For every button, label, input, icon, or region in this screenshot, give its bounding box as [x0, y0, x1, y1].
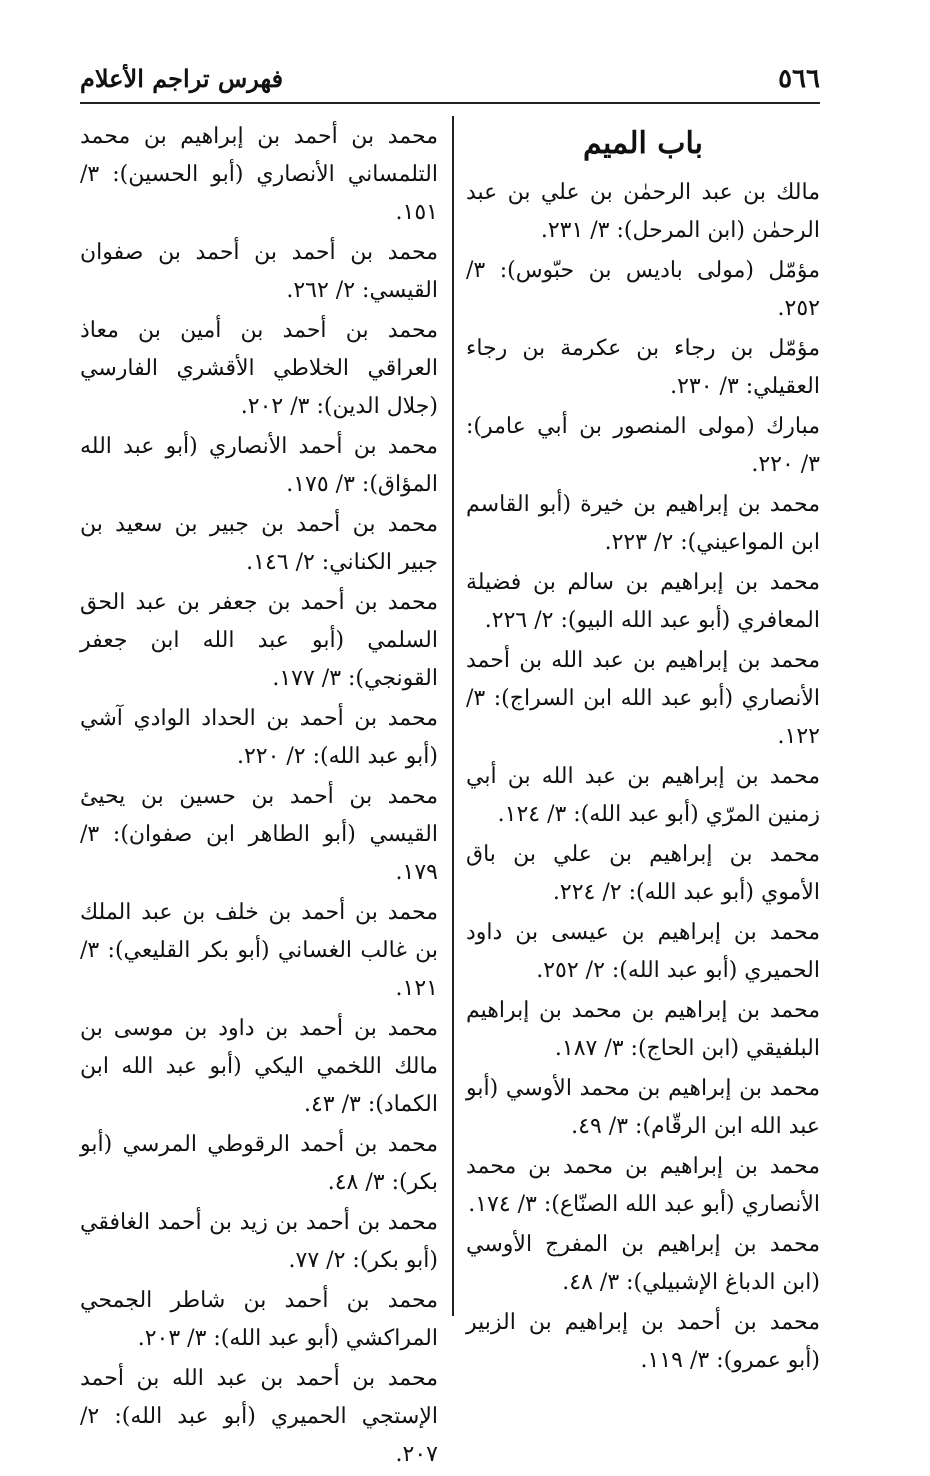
- section-heading: باب الميم: [582, 126, 703, 161]
- index-entry: محمد بن أحمد بن أمين بن معاذ العراقي الخلاطي الأقشري الفارسي (جلال الدين): ٣/ ٢٠٢.: [80, 318, 438, 419]
- right-column: [466, 118, 820, 1382]
- index-entry: محمد بن أحمد بن الحداد الوادي آشي (أبو عبد الله): ٢/ ٢٢٠.: [80, 706, 438, 769]
- index-entry: محمد بن أحمد بن خلف بن عبد الملك بن غالب الغساني (أبو بكر القليعي): ٣/ ١٢١.: [80, 900, 438, 1001]
- index-entry: محمد بن أحمد بن جعفر بن عبد الحق السلمي (أبو عبد الله ابن جعفر القونجي): ٣/ ١٧٧.: [80, 590, 438, 691]
- index-entry: محمد بن أحمد الأنصاري (أبو عبد الله المؤاق): ٣/ ١٧٥.: [80, 434, 438, 497]
- index-entry: محمد بن إبراهيم بن محمد الأوسي (أبو عبد الله ابن الرقّام): ٣/ ٤٩.: [466, 1076, 820, 1139]
- index-entry: محمد بن أحمد بن أحمد بن صفوان القيسي: ٢/ ٢٦٢.: [80, 240, 438, 303]
- index-entry: مبارك (مولى المنصور بن أبي عامر): ٣/ ٢٢٠.: [466, 414, 820, 477]
- index-entry: محمد بن أحمد بن داود بن موسى بن مالك اللخمي اليكي (أبو عبد الله ابن الكماد): ٣/ ٤٣.: [80, 1016, 438, 1117]
- index-entry: محمد بن إبراهيم بن عبد الله بن أحمد الأنصاري (أبو عبد الله ابن السراج): ٣/ ١٢٢.: [466, 648, 820, 749]
- index-entry: محمد بن أحمد بن زيد بن أحمد الغافقي (أبو بكر): ٢/ ٧٧.: [80, 1210, 438, 1273]
- index-entry: محمد بن أحمد بن إبراهيم بن محمد التلمساني الأنصاري (أبو الحسين): ٣/ ١٥١.: [80, 124, 438, 225]
- index-entry: محمد بن إبراهيم بن عيسى بن داود الحميري (أبو عبد الله): ٢/ ٢٥٢.: [466, 920, 820, 983]
- index-entry: محمد بن أحمد بن إبراهيم بن الزبير (أبو عمرو): ٣/ ١١٩.: [466, 1310, 820, 1373]
- index-entry: مالك بن عبد الرحمٰن بن علي بن عبد الرحمٰن (ابن المرحل): ٣/ ٢٣١.: [466, 180, 820, 243]
- page-number: ٥٦٦: [778, 64, 820, 94]
- index-entry: محمد بن إبراهيم بن محمد بن محمد الأنصاري (أبو عبد الله الصنّاع): ٣/ ١٧٤.: [466, 1154, 820, 1217]
- index-entry: محمد بن أحمد بن حسين بن يحيئ القيسي (أبو الطاهر ابن صفوان): ٣/ ١٧٩.: [80, 784, 438, 885]
- index-entry: مؤمّل بن رجاء بن عكرمة بن رجاء العقيلي: ٣/ ٢٣٠.: [466, 336, 820, 399]
- page-header: [80, 62, 820, 102]
- index-entry: مؤمّل (مولى باديس بن حبّوس): ٣/ ٢٥٢.: [466, 258, 820, 321]
- left-column: [80, 118, 438, 1476]
- running-title: فهرس تراجم الأعلام: [80, 64, 284, 93]
- index-entry: محمد بن أحمد الرقوطي المرسي (أبو بكر): ٣/ ٤٨.: [80, 1132, 438, 1195]
- index-entry: محمد بن إبراهيم بن المفرج الأوسي (ابن الدباغ الإشبيلي): ٣/ ٤٨.: [466, 1232, 820, 1295]
- index-entry: محمد بن إبراهيم بن محمد بن إبراهيم البلفيقي (ابن الحاج): ٣/ ١٨٧.: [466, 998, 820, 1061]
- index-entry: محمد بن إبراهيم بن علي بن باق الأموي (أبو عبد الله): ٢/ ٢٢٤.: [466, 842, 820, 905]
- column-divider: [452, 116, 454, 1316]
- index-entry: محمد بن إبراهيم بن خيرة (أبو القاسم ابن المواعيني): ٢/ ٢٢٣.: [466, 492, 820, 555]
- index-entry: محمد بن أحمد بن عبد الله بن أحمد الإستجي الحميري (أبو عبد الله): ٢/ ٢٠٧.: [80, 1366, 438, 1467]
- index-entry: محمد بن أحمد بن شاطر الجمحي المراكشي (أبو عبد الله): ٣/ ٢٠٣.: [80, 1288, 438, 1351]
- index-entry: محمد بن إبراهيم بن سالم بن فضيلة المعافري (أبو عبد الله البيو): ٢/ ٢٢٦.: [466, 570, 820, 633]
- index-entry: محمد بن أحمد بن جبير بن سعيد بن جبير الكناني: ٢/ ١٤٦.: [80, 512, 438, 575]
- header-rule: [80, 102, 820, 104]
- index-entry: محمد بن إبراهيم بن عبد الله بن أبي زمنين المرّي (أبو عبد الله): ٣/ ١٢٤.: [466, 764, 820, 827]
